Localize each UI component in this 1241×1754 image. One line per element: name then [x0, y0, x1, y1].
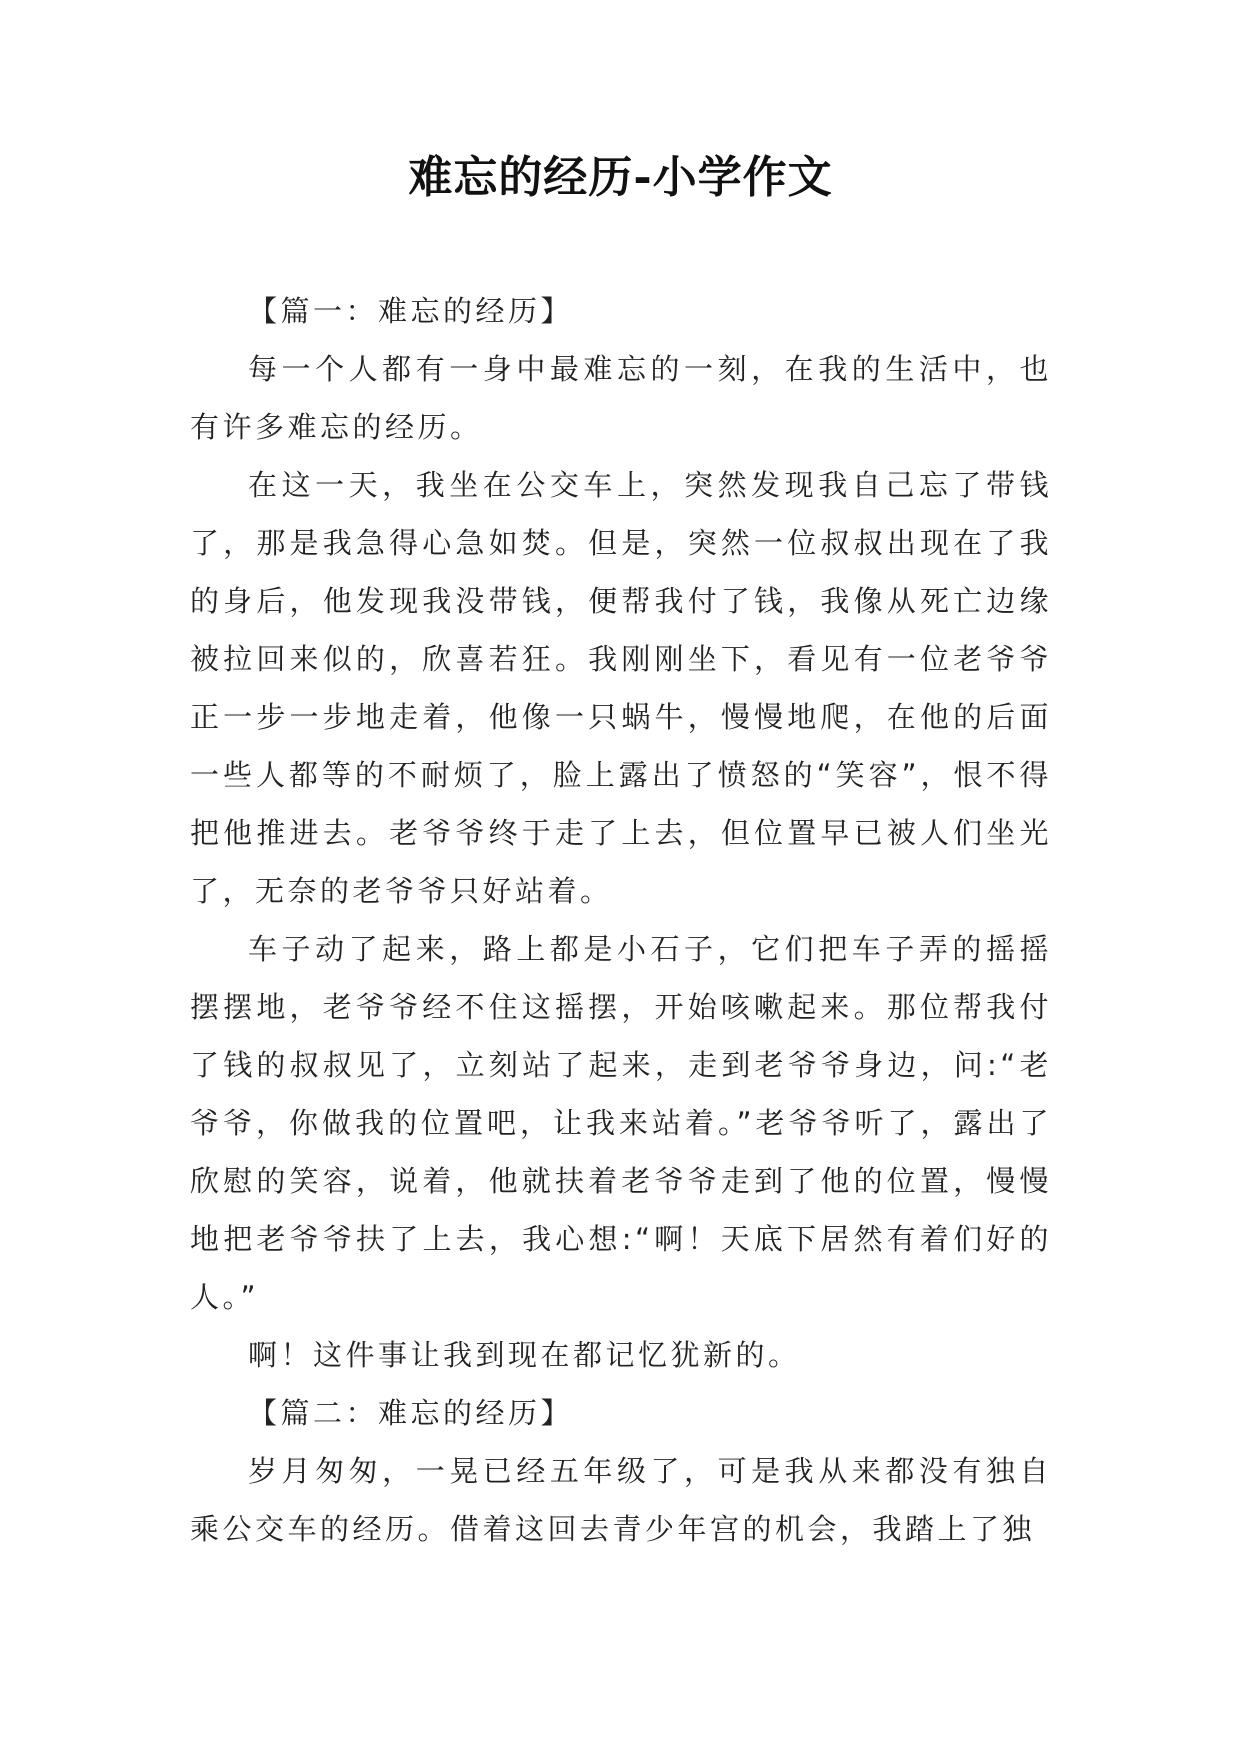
section-heading-1: 【篇一：难忘的经历】: [248, 294, 574, 328]
paragraph: 在这一天，我坐在公交车上，突然发现我自己忘了带钱了，那是我急得心急如焚。但是，突然一位叔叔出现在了我的身后，他发现我没带钱，便帮我付了钱，我像从死亡边缘被拉回来似的，欣喜若狂。我刚刚坐下，看见有一位老爷爷正一步一步地走着，他像一只蜗牛，慢慢地爬，在他的后面一些人都等的不耐烦了，脸上露出了愤怒的“笑容”，恨不得把他推进去。老爷爷终于走了上去，但位置早已被人们坐光了，无奈的老爷爷只好站着。: [190, 468, 1052, 908]
paragraph: 每一个人都有一身中最难忘的一刻，在我的生活中，也有许多难忘的经历。: [190, 352, 1052, 444]
section-heading-2: 【篇二：难忘的经历】: [248, 1396, 574, 1430]
document-title: 难忘的经历-小学作文: [408, 152, 833, 203]
paragraph: 啊！这件事让我到现在都记忆犹新的。: [248, 1338, 801, 1372]
paragraph: 车子动了起来，路上都是小石子，它们把车子弄的摇摇摆摆地，老爷爷经不住这摇摆，开始咳嗽起来。那位帮我付了钱的叔叔见了，立刻站了起来，走到老爷爷身边，问:“老爷爷，你做我的位置吧，让我来站着。”老爷爷听了，露出了欣慰的笑容，说着，他就扶着老爷爷走到了他的位置，慢慢地把老爷爷扶了上去，我心想:“啊！天底下居然有着们好的人。”: [190, 932, 1052, 1314]
document-body: [190, 282, 1052, 1558]
paragraph: 岁月匆匆，一晃已经五年级了，可是我从来都没有独自乘公交车的经历。借着这回去青少年宫的机会，我踏上了独: [190, 1454, 1052, 1546]
